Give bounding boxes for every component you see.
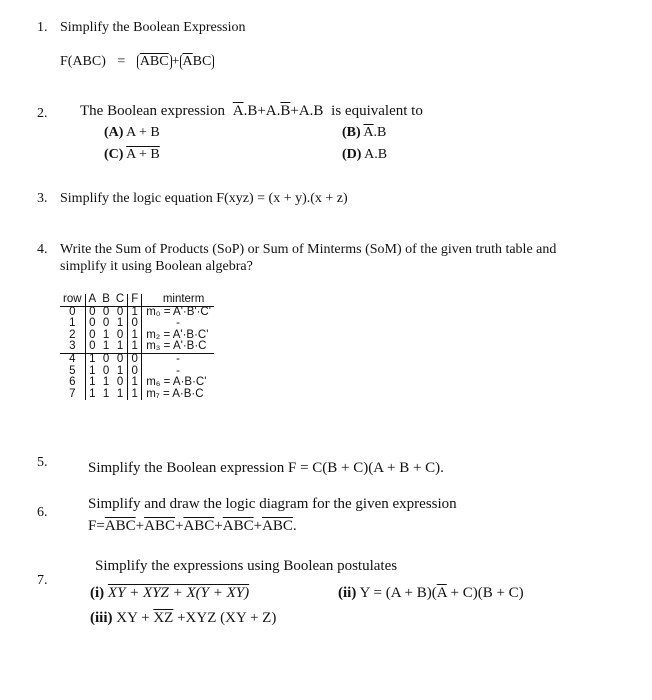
q2-expression: $\overline{A}.B+A.\overline{B}+A.B$ — [232, 103, 324, 119]
cell-f: 1 — [128, 306, 142, 318]
q3-number: 3. — [37, 191, 48, 206]
q4-line2: simplify it using Boolean algebra? — [60, 259, 253, 274]
row-index: 2 — [60, 330, 85, 342]
q5-text: Simplify the Boolean expression F = C(B + C)(A + B + C). — [88, 460, 444, 476]
cell-c: 1 — [113, 318, 128, 330]
q6-term4: $\overline{ABC}$ — [222, 518, 254, 534]
q1-term1: $\overline{ABC}$ — [137, 54, 172, 70]
table-row — [60, 377, 214, 389]
cell-f: 0 — [128, 366, 142, 378]
cell-a: 1 — [85, 353, 99, 365]
q1-term2: $\overline{A}BC$ — [180, 54, 215, 70]
q1-number: 1. — [37, 20, 48, 35]
cell-b: 0 — [102, 364, 110, 377]
table-row — [60, 341, 214, 353]
q6-term2: $\overline{ABC}$ — [144, 518, 175, 534]
cell-minterm: m₇ = A·B·C — [146, 387, 204, 400]
header-row: row — [60, 294, 85, 306]
cell-a: 0 — [89, 317, 96, 330]
cell-f: 0 — [128, 318, 142, 330]
q2-tail: is equivalent to — [331, 103, 423, 119]
q4-number: 4. — [37, 242, 48, 257]
cell-b: 0 — [102, 305, 110, 318]
cell-c: 0 — [113, 377, 128, 389]
header-minterm: minterm — [142, 294, 214, 306]
q6-number: 6. — [37, 505, 48, 520]
header-a: A — [85, 294, 99, 306]
q2-option-d: (D) A.B — [342, 147, 388, 162]
q1-equals: = — [117, 54, 126, 69]
q4-line1: Write the Sum of Products (SoP) or Sum of Minterms (SoM) of the given truth table and — [60, 242, 557, 257]
cell-b: 1 — [102, 387, 110, 400]
q7-number: 7. — [37, 573, 48, 588]
cell-minterm: - — [176, 317, 180, 330]
cell-a: 0 — [89, 328, 96, 341]
cell-minterm: m₂ = A'·B·C' — [146, 328, 209, 341]
cell-b: 0 — [102, 317, 110, 330]
row-index: 5 — [60, 366, 85, 378]
cell-c: 1 — [113, 366, 128, 378]
cell-f: 0 — [128, 353, 142, 365]
cell-minterm: m₆ = A·B·C' — [146, 376, 207, 389]
cell-b: 0 — [99, 353, 113, 365]
q7-line1: Simplify the expressions using Boolean postulates — [95, 558, 398, 574]
truth-table — [60, 294, 214, 400]
q3-text: Simplify the logic equation F(xyz) = (x + y).(x + z) — [60, 191, 348, 206]
q6-expression: $F=\overline{ABC}+\overline{ABC}+\overline{ABC}+\overline{ABC}+\overline{ABC}$. — [88, 518, 297, 534]
q2-option-b: (B) $\overline{A}.B$ — [342, 125, 387, 140]
q7-part-iii: (iii) XY + $\overline{XZ} +XYZ$ (XY + Z) — [90, 610, 277, 626]
cell-f: 1 — [128, 330, 142, 342]
cell-a: 0 — [89, 305, 96, 318]
row-index: 1 — [60, 318, 85, 330]
row-index: 6 — [60, 377, 85, 389]
cell-minterm: m₀ = A'·B'·C' — [146, 305, 211, 318]
cell-c: 0 — [113, 306, 128, 318]
q2-number: 2. — [37, 106, 48, 121]
cell-b: 1 — [102, 376, 110, 389]
row-index: 7 — [60, 389, 85, 401]
table-row — [60, 389, 214, 401]
q6-line1: Simplify and draw the logic diagram for the given expression — [88, 496, 457, 512]
cell-a: 1 — [89, 387, 96, 400]
cell-c: 1 — [113, 341, 128, 353]
cell-c: 0 — [113, 353, 128, 365]
cell-minterm: - — [142, 353, 214, 365]
q5-number: 5. — [37, 455, 48, 470]
q2-text: The Boolean expression — [80, 103, 225, 119]
cell-a: 0 — [89, 340, 96, 353]
cell-minterm: - — [176, 364, 180, 377]
q1-expression — [60, 54, 214, 70]
cell-b: 1 — [102, 340, 110, 353]
cell-f: 1 — [128, 389, 142, 401]
q1-plus: + — [171, 54, 180, 69]
cell-c: 1 — [113, 389, 128, 401]
row-index: 3 — [60, 341, 85, 353]
q2-option-a: (A) A + B — [104, 125, 160, 140]
cell-f: 1 — [128, 341, 142, 353]
table-row — [60, 353, 214, 365]
q1-lhs: F(ABC) — [60, 54, 106, 69]
truth-table-header — [60, 294, 214, 306]
q7-part-i: (i) XY + XYZ + X(Y + XY) — [90, 585, 250, 601]
q2-option-c: (C) A + B — [104, 147, 160, 162]
header-b: B — [99, 294, 113, 306]
q2-statement — [80, 103, 423, 120]
q7-part-ii: (ii) $Y = (A + B)(\overline{A} + C)(B + C)$ — [338, 585, 524, 601]
q6-term3: $\overline{ABC}$ — [183, 518, 215, 534]
header-f: F — [128, 294, 142, 306]
cell-f: 1 — [128, 377, 142, 389]
cell-a: 1 — [89, 376, 96, 389]
q6-term1: $\overline{ABC}$ — [104, 518, 136, 534]
row-index: 4 — [60, 353, 85, 365]
q6-term5: $\overline{ABC}$ — [262, 518, 293, 534]
q1-title: Simplify the Boolean Expression — [60, 20, 246, 35]
header-c: C — [113, 294, 128, 306]
row-index: 0 — [60, 306, 85, 318]
cell-b: 1 — [102, 328, 110, 341]
cell-a: 1 — [89, 364, 96, 377]
cell-minterm: m₃ = A'·B·C — [146, 340, 207, 353]
cell-c: 0 — [113, 330, 128, 342]
